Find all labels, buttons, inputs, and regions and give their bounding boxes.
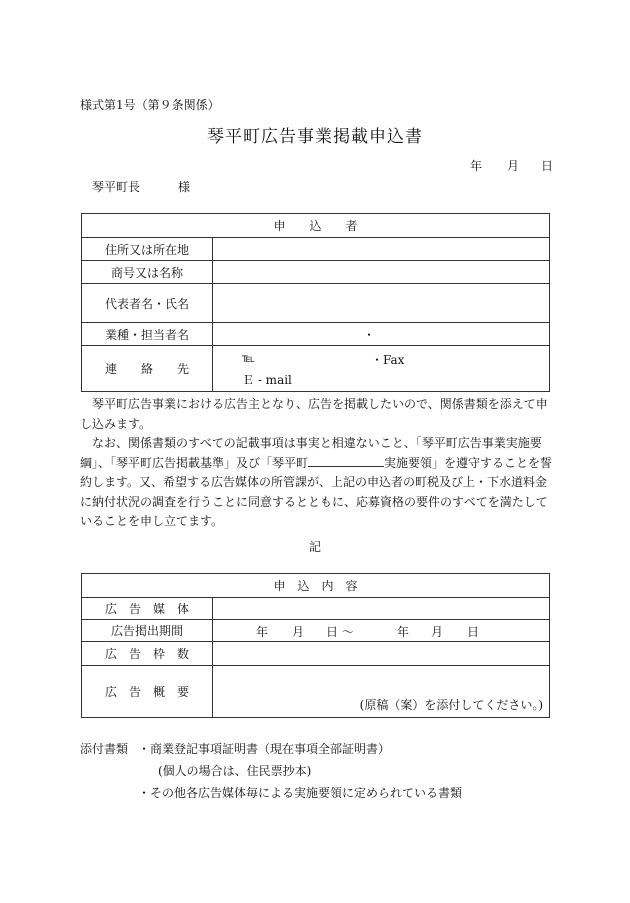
name-field[interactable]	[213, 261, 550, 284]
industry-separator: ・	[363, 328, 376, 342]
email-label: Ｅ - mail	[242, 373, 292, 387]
period-field[interactable]	[213, 620, 550, 642]
contact-label: 連 絡 先	[82, 346, 213, 392]
frames-label: 広 告 枠 数	[82, 642, 213, 666]
summary-label: 広 告 概 要	[82, 666, 213, 718]
addressee-suffix: 様	[178, 180, 191, 194]
attachment-row-1	[80, 738, 391, 760]
addressee-name: 琴平町長	[92, 180, 141, 194]
tel-label: ℡	[242, 351, 255, 365]
name-label: 商号又は名称	[82, 261, 213, 284]
fax-label: ・Fax	[371, 353, 405, 367]
medium-label: 広 告 媒 体	[82, 598, 213, 620]
industry-field[interactable]	[213, 323, 550, 346]
addressee	[92, 178, 190, 195]
form-number: 様式第1号（第９条関係）	[80, 98, 220, 112]
content-heading: 申 込 内 容	[82, 574, 550, 598]
summary-note: (原稿（案）を添付してください。)	[359, 698, 544, 712]
period-end-year: 年	[397, 625, 410, 639]
pledge-text-b: 実施要領」を遵守することを誓約します。又、希望する広告媒体の所管課が、上記の申込者の町税及び上・下水道料金に納付状況の調査を行うことに同意するとともに、応募資格の要件のすべてを満たしていることを申し立てます。	[80, 455, 553, 529]
page-title: 琴平町広告事業掲載申込書	[207, 127, 423, 147]
industry-label: 業種・担当者名	[82, 323, 213, 346]
period-start-month: 月	[292, 625, 305, 639]
pledge-statement	[80, 434, 555, 532]
attachments	[80, 738, 463, 804]
frames-field[interactable]	[213, 642, 550, 666]
medium-field[interactable]	[213, 598, 550, 620]
attachment-row-2	[80, 760, 312, 782]
period-start-year: 年	[256, 625, 269, 639]
period-start-day: 日 ～	[326, 625, 354, 639]
attachment-item-1-note: (個人の場合は、住民票抄本)	[158, 764, 312, 778]
representative-label: 代表者名・氏名	[82, 284, 213, 323]
summary-field[interactable]	[213, 666, 550, 718]
application-statement-text: 琴平町広告事業における広告主となり、広告を掲載したいので、関係書類を添えて申し込みます。	[80, 397, 548, 431]
period-label: 広告掲出期間	[82, 620, 213, 642]
date-year-label: 年	[470, 159, 483, 173]
attachment-row-3	[80, 782, 463, 804]
address-label: 住所又は所在地	[82, 238, 213, 261]
applicant-heading: 申 込 者	[82, 214, 550, 238]
application-statement	[80, 395, 555, 434]
address-field[interactable]	[213, 238, 550, 261]
period-end-day: 日	[467, 625, 480, 639]
ki-heading: 記	[308, 540, 321, 554]
content-table	[81, 573, 550, 718]
attachments-label: 添付書類	[80, 742, 129, 756]
representative-field[interactable]	[213, 284, 550, 323]
date-day-label: 日	[541, 159, 554, 173]
applicant-table	[81, 213, 550, 392]
attachment-item-2: ・その他各広告媒体毎による実施要領に定められている書類	[138, 786, 463, 800]
date-month-label: 月	[507, 159, 520, 173]
period-end-month: 月	[431, 625, 444, 639]
attachment-item-1: ・商業登記事項証明書（現在事項全部証明書）	[138, 742, 391, 756]
contact-field[interactable]	[213, 346, 550, 392]
pledge-text-a: なお、関係書類のすべての記載事項は事実と相違ないこと、「琴平町広告事業実施要綱」、「琴平町広告掲載基準」及び「琴平町	[80, 436, 542, 470]
guideline-blank[interactable]	[308, 454, 384, 467]
